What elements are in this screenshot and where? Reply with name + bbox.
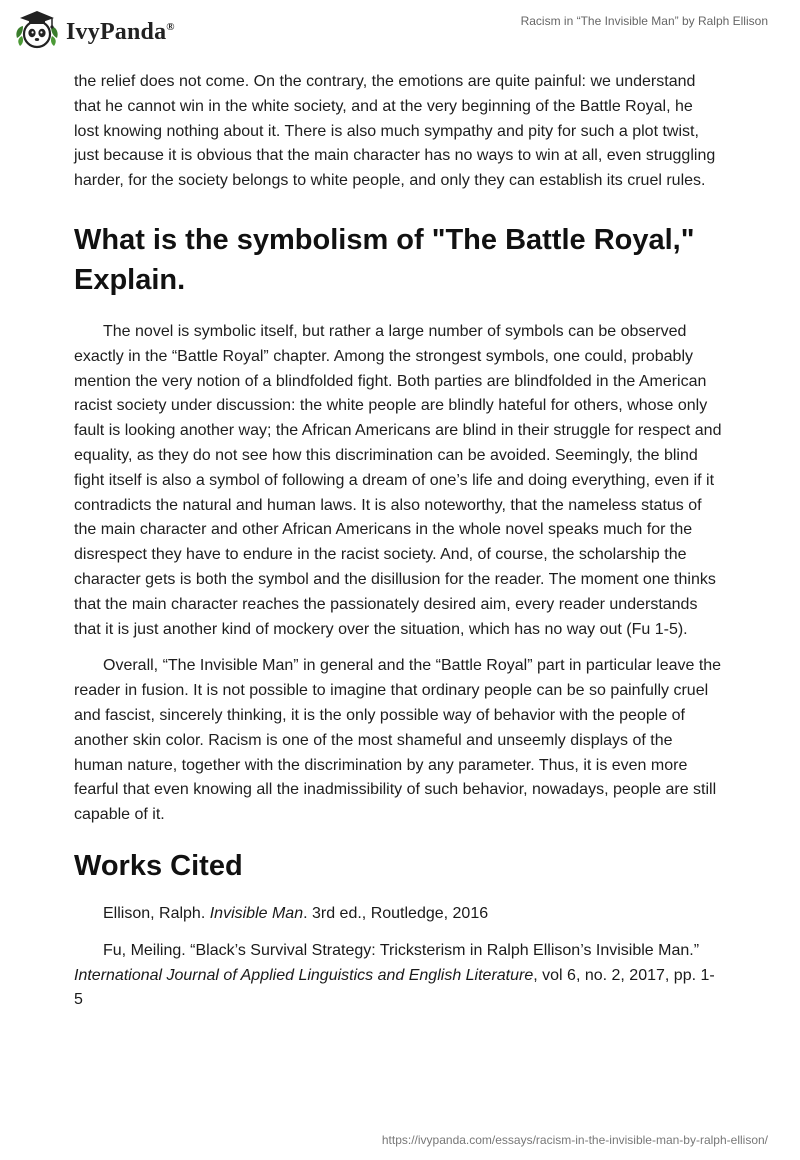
ivypanda-logo[interactable] [14,10,175,54]
citation-fu: Fu, Meiling. “Black’s Survival Strategy: Tricksterism in Ralph Ellison’s Invisible Man.” International Journal of Applied Linguistics and English Literature, vol 6, no. 2, 2017, pp. 1-5 [74,941,715,1009]
paragraph-conclusion: Overall, “The Invisible Man” in general and the “Battle Royal” part in particular leave the reader in fusion. It is not possible to imagine that ordinary people can be so painfully cruel and fascist, sincerely thinking, it is the only possible way of behavior with the people of another skin color. Racism is one of the most shameful and unseemly displays of the human nature, together with the discrimination by any parameter. Thus, it is even more fearful that even knowing all the inadmissibility of such behavior, nowadays, people are still capable of it. [74,657,722,824]
panda-graduate-icon [14,8,60,57]
source-url-link[interactable]: https://ivypanda.com/essays/racism-in-the-invisible-man-by-ralph-ellison/ [381,1133,768,1147]
citation-ellison: Ellison, Ralph. Invisible Man. 3rd ed., Routledge, 2016 [103,904,489,922]
brand-name: IvyPanda® [66,18,175,45]
works-cited-heading: Works Cited [74,849,243,882]
essay-content [74,70,722,1025]
intro-paragraph: the relief does not come. On the contrary, the emotions are quite painful: we understand that he cannot win in the white society, and at the very beginning of the Battle Royal, he lost knowing nothing about it. There is also much sympathy and pity for such a plot twist, just because it is obvious that the main character has no ways to win at all, even struggling harder, for the society belongs to white people, and only they can establish its cruel rules. [74,73,716,190]
paragraph-symbolism: The novel is symbolic itself, but rather a large number of symbols can be observed exactly in the “Battle Royal” chapter. Among the strongest symbols, one could, probably mention the very notion of a blindfolded fight. Both parties are blindfolded in the American racist society under discussion: the white people are blindly hateful for others, whose only fault is looking another way; the African Americans are blind in their struggle for respect and equality, as they do not see how this discrimination can be avoided. Seemingly, the blind fight itself is also a symbol of following a dream of one’s life and doing everything, even if it contradicts the natural and human laws. It is also noteworthy, that the nameless status of the main character and other African Americans in the whole novel speaks much for the disrespect they have to endure in the racist society. And, of course, the scholarship the character gets is both the symbol and the disillusion for the reader. The moment one thinks that the main character reaches the passionately desired aim, every reader understands that it is just another kind of mockery over the situation, which has no way out (Fu 1-5). [74,322,722,638]
section-heading: What is the symbolism of "The Battle Royal," Explain. [74,223,695,296]
page-header [0,0,800,64]
document-title: Racism in “The Invisible Man” by Ralph Ellison [520,14,768,28]
